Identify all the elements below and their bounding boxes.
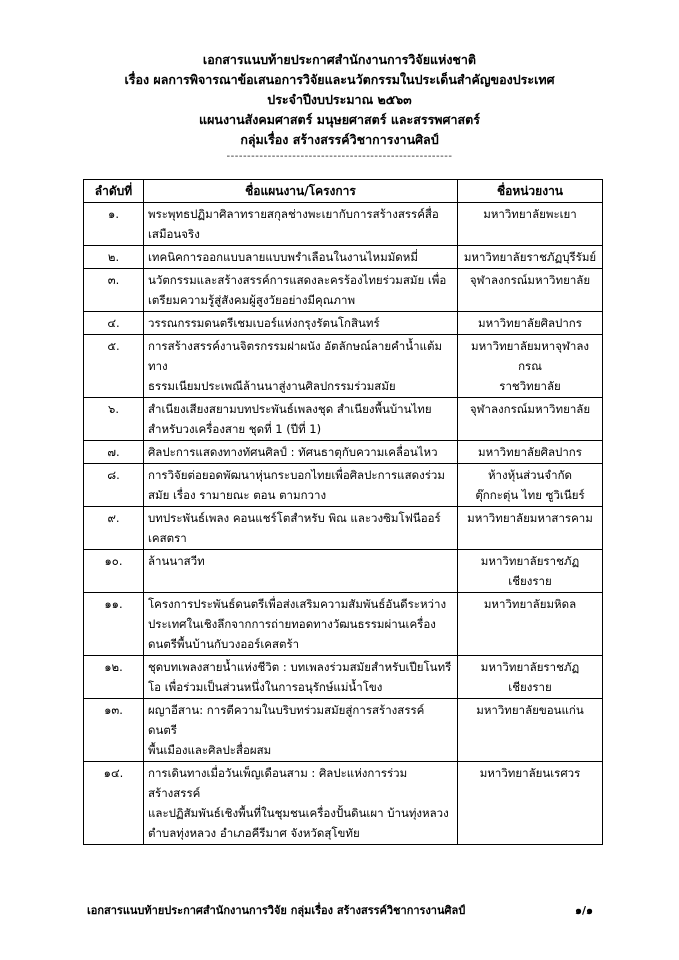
agency-name [458, 656, 603, 699]
table-row [84, 398, 603, 441]
agency-name [458, 398, 603, 441]
project-name-line: ศิลปะการแสดงทางทัศนศิลป์ : ทัศนธาตุกับความเคลื่อนไหว [148, 445, 438, 459]
agency-name-line: ห้างหุ้นส่วนจำกัด [487, 468, 573, 482]
agency-name-line: มหาวิทยาลัยมหิดล [483, 597, 577, 611]
table-row [84, 335, 603, 398]
project-name-line: สำหรับวงเครื่องสาย ชุดที่ 1 (ปีที่ 1) [148, 422, 322, 436]
row-number: ๑. [84, 203, 144, 246]
project-name-line: เทคนิคการออกแบบลายแบบพรำเลือนในงานไหมมัดหมี่ [148, 250, 418, 264]
agency-name-line: จุฬาลงกรณ์มหาวิทยาลัย [469, 402, 591, 416]
project-name-line: พระพุทธปฏิมาศิลาทรายสกุลช่างพะเยากับการสร้างสรรค์สื่อ [148, 207, 439, 221]
agency-name [458, 335, 603, 398]
project-name-line: เสมือนจริง [148, 227, 200, 241]
row-number: ๘. [84, 464, 144, 507]
header-subject: เรื่อง ผลการพิจารณาข้อเสนอการวิจัยและนวัตกรรมในประเด็นสำคัญของประเทศ [124, 72, 555, 87]
project-name [144, 507, 458, 550]
agency-name-line: มหาวิทยาลัยนเรศวร [479, 766, 581, 780]
header-agency: ชื่อหน่วยงาน [458, 180, 603, 203]
row-number: ๙. [84, 507, 144, 550]
agency-name-line: ตุ๊กกะตุ่น ไทย ซูวิเนียร์ [475, 488, 585, 502]
project-name-line: ล้านนาสวีท [148, 554, 205, 568]
project-name-line: สมัย เรื่อง รามายณะ ตอน ตามกวาง [148, 488, 327, 502]
row-number: ๑๓. [84, 699, 144, 762]
row-number: ๖. [84, 398, 144, 441]
project-name-line: วรรณกรรมดนตรีเชมเบอร์แห่งกรุงรัตนโกสินทร์ [148, 316, 380, 330]
agency-name [458, 699, 603, 762]
header-project-name: ชื่อแผนงาน/โครงการ [144, 180, 458, 203]
project-name-line: เคสตรา [148, 531, 187, 545]
page-number: ๑/๑ [575, 904, 593, 917]
table-row [84, 593, 603, 656]
table-row [84, 203, 603, 246]
agency-name-line: มหาวิทยาลัยมหาสารคาม [467, 511, 593, 525]
project-name-line: การวิจัยต่อยอดพัฒนาหุ่นกระบอกไทยเพื่อศิลปะการแสดงร่วม [148, 468, 445, 482]
table-row [84, 762, 603, 845]
project-name-line: โอ เพื่อร่วมเป็นส่วนหนึ่งในการอนุรักษ์แม่น้ำโขง [148, 680, 383, 694]
agency-name-line: มหาวิทยาลัยขอนแก่น [476, 703, 584, 717]
project-name-line: ชุดบทเพลงสายน้ำแห่งชีวิต : บทเพลงร่วมสมัยสำหรับเปียโนทรี [148, 660, 452, 674]
project-name [144, 203, 458, 246]
header-number: ลำดับที่ [84, 180, 144, 203]
table-row [84, 441, 603, 464]
agency-name [458, 762, 603, 845]
row-number: ๓. [84, 269, 144, 312]
project-name-line: ดนตรีพื้นบ้านกับวงออร์เคสตร้า [148, 637, 300, 651]
table-row [84, 507, 603, 550]
project-name [144, 699, 458, 762]
table-row [84, 699, 603, 762]
project-name-line: สำเนียงเสียงสยามบทประพันธ์เพลงชุด สำเนียงพื้นบ้านไทย [148, 402, 432, 416]
agency-name [458, 550, 603, 593]
project-name-line: โครงการประพันธ์ดนตรีเพื่อส่งเสริมความสัมพันธ์อันดีระหว่าง [148, 597, 447, 611]
project-name-line: การสร้างสรรค์งานจิตรกรรมฝาผนัง อัตลักษณ์ลายคำน้ำแต้มทาง [148, 339, 443, 373]
agency-name [458, 464, 603, 507]
project-name [144, 269, 458, 312]
project-name-line: ประเทศในเชิงลึกจากการถ่ายทอดทางวัฒนธรรมผ่านเครื่อง [148, 617, 436, 631]
header-group: กลุ่มเรื่อง สร้างสรรค์วิชาการงานศิลป์ [240, 132, 439, 147]
project-name-line: นวัตกรรมและสร้างสรรค์การแสดงละครร้องไทยร่วมสมัย เพื่อ [148, 273, 447, 287]
agency-name-line: มหาวิทยาลัยราชภัฏเชียงราย [480, 554, 580, 588]
project-name [144, 441, 458, 464]
table-row [84, 656, 603, 699]
agency-name-line: มหาวิทยาลัยศิลปากร [478, 445, 582, 459]
row-number: ๕. [84, 335, 144, 398]
project-name-line: การเดินทางเมื่อวันเพ็ญเดือนสาม : ศิลปะแห่งการร่วมสร้างสรรค์ [148, 766, 408, 800]
agency-name [458, 441, 603, 464]
table-body [84, 203, 603, 845]
project-name-line: ผญาอีสาน: การตีความในบริบทร่วมสมัยสู่การสร้างสรรค์ดนตรี [148, 703, 425, 737]
project-name-line: ธรรมเนียมประเพณีล้านนาสู่งานศิลปกรรมร่วมสมัย [148, 379, 396, 393]
header-program: แผนงานสังคมศาสตร์ มนุษยศาสตร์ และสรรพศาสตร์ [199, 112, 480, 127]
row-number: ๑๑. [84, 593, 144, 656]
row-number: ๗. [84, 441, 144, 464]
table-row [84, 269, 603, 312]
header-fiscal-year: ประจำปีงบประมาณ ๒๕๖๓ [267, 92, 412, 107]
agency-name-line: มหาวิทยาลัยราชภัฏเชียงราย [480, 660, 580, 694]
project-name [144, 335, 458, 398]
project-name-line: ตำบลทุ่งหลวง อำเภอคีรีมาศ จังหวัดสุโขทัย [148, 826, 360, 840]
agency-name-line: มหาวิทยาลัยศิลปากร [478, 316, 582, 330]
agency-name-line: จุฬาลงกรณ์มหาวิทยาลัย [469, 273, 591, 287]
project-name-line: และปฏิสัมพันธ์เชิงพื้นที่ในชุมชนเครื่องปั้นดินเผา บ้านทุ่งหลวง [148, 806, 449, 820]
project-name [144, 593, 458, 656]
project-name [144, 312, 458, 335]
project-name [144, 550, 458, 593]
table-row [84, 464, 603, 507]
agency-name-line: มหาวิทยาลัยราชภัฏบุรีรัมย์ [463, 250, 597, 264]
project-name-line: เตรียมความรู้สู่สังคมผู้สูงวัยอย่างมีคุณภาพ [148, 293, 356, 307]
header-title: เอกสารแนบท้ายประกาศสำนักงานการวิจัยแห่งชาติ [202, 52, 477, 67]
row-number: ๑๔. [84, 762, 144, 845]
project-name-line: บทประพันธ์เพลง คอนแชร์โตสำหรับ พิณ และวงซิมโฟนีออร์ [148, 511, 441, 525]
project-name [144, 464, 458, 507]
project-name-line: พื้นเมืองและศิลปะสื่อผสม [148, 743, 272, 757]
row-number: ๒. [84, 246, 144, 269]
project-name [144, 398, 458, 441]
agency-name-line: ราชวิทยาลัย [499, 379, 561, 393]
agency-name [458, 593, 603, 656]
agency-name-line: มหาวิทยาลัยพะเยา [483, 207, 577, 221]
agency-name [458, 507, 603, 550]
table-row [84, 312, 603, 335]
table-header-row [84, 180, 603, 203]
row-number: ๑๐. [84, 550, 144, 593]
agency-name [458, 269, 603, 312]
project-name [144, 246, 458, 269]
agency-name-line: มหาวิทยาลัยมหาจุฬาลงกรณ [471, 339, 589, 373]
project-name [144, 762, 458, 845]
footer-document-title: เอกสารแนบท้ายประกาศสำนักงานการวิจัย กลุ่มเรื่อง สร้างสรรค์วิชาการงานศิลป์ [87, 904, 466, 917]
table-row [84, 550, 603, 593]
row-number: ๔. [84, 312, 144, 335]
agency-name [458, 246, 603, 269]
row-number: ๑๒. [84, 656, 144, 699]
projects-table [83, 179, 603, 845]
header-divider: ------------------------------------------------------- [226, 151, 453, 162]
agency-name [458, 312, 603, 335]
table-row [84, 246, 603, 269]
project-name [144, 656, 458, 699]
document-header [0, 50, 679, 163]
agency-name [458, 203, 603, 246]
